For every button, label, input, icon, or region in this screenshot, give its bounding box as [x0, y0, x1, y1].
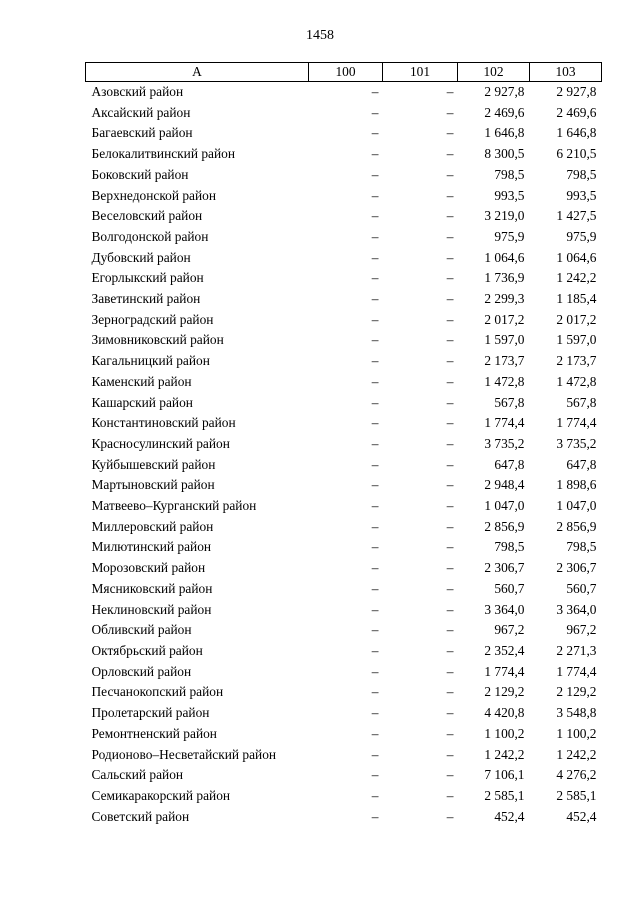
value-103-cell: 560,7	[566, 580, 597, 596]
value-100-cell: –	[371, 125, 379, 141]
table-row	[86, 351, 602, 372]
value-103-cell: 647,8	[566, 456, 597, 472]
value-101-cell: –	[446, 684, 454, 700]
table-row	[86, 765, 602, 786]
value-102-cell: 560,7	[494, 580, 525, 596]
table-row	[86, 289, 602, 310]
district-name-cell: Неклиновский район	[91, 601, 212, 617]
value-103-cell: 4 276,2	[556, 767, 597, 783]
table-row	[86, 558, 602, 579]
value-103-cell: 1 427,5	[556, 208, 597, 224]
value-103-cell: 2 306,7	[556, 560, 597, 576]
table-row	[86, 682, 602, 703]
value-101-cell: –	[446, 249, 454, 265]
value-102-cell: 1 597,0	[484, 332, 525, 348]
table-row	[86, 372, 602, 393]
table-row	[86, 807, 602, 828]
table-row	[86, 662, 602, 683]
value-102-cell: 2 306,7	[484, 560, 525, 576]
table-row	[86, 144, 602, 165]
district-name-cell: Заветинский район	[91, 291, 201, 307]
value-101-cell: –	[446, 166, 454, 182]
value-100-cell: –	[371, 291, 379, 307]
value-100-cell: –	[371, 146, 379, 162]
district-name-cell: Каменский район	[91, 373, 192, 389]
district-name-cell: Дубовский район	[91, 249, 191, 265]
value-102-cell: 1 646,8	[484, 125, 525, 141]
value-101-cell: –	[446, 104, 454, 120]
header-col-100: 100	[309, 63, 383, 82]
district-name-cell: Миллеровский район	[91, 518, 214, 534]
table-row	[86, 268, 602, 289]
value-102-cell: 3 735,2	[484, 435, 525, 451]
table-row	[86, 455, 602, 476]
value-101-cell: –	[446, 580, 454, 596]
value-101-cell: –	[446, 705, 454, 721]
value-101-cell: –	[446, 332, 454, 348]
value-102-cell: 993,5	[494, 187, 525, 203]
table-row	[86, 496, 602, 517]
district-name-cell: Азовский район	[91, 84, 184, 99]
page-number: 1458	[306, 28, 334, 43]
district-name-cell: Зимовниковский район	[91, 332, 224, 348]
value-100-cell: –	[371, 394, 379, 410]
value-103-cell: 975,9	[566, 228, 597, 244]
value-103-cell: 1 185,4	[556, 291, 597, 307]
value-103-cell: 1 646,8	[556, 125, 597, 141]
value-100-cell: –	[371, 249, 379, 265]
value-101-cell: –	[446, 560, 454, 576]
value-102-cell: 798,5	[494, 166, 525, 182]
value-101-cell: –	[446, 84, 454, 99]
value-103-cell: 1 472,8	[556, 373, 597, 389]
value-103-cell: 798,5	[566, 539, 597, 555]
value-100-cell: –	[371, 622, 379, 638]
district-name-cell: Константиновский район	[91, 415, 236, 431]
value-100-cell: –	[371, 663, 379, 679]
district-name-cell: Матвеево–Курганский район	[91, 498, 257, 514]
table-row	[86, 579, 602, 600]
value-101-cell: –	[446, 146, 454, 162]
table-row	[86, 393, 602, 414]
value-101-cell: –	[446, 477, 454, 493]
value-102-cell: 2 352,4	[484, 642, 525, 658]
value-103-cell: 993,5	[566, 187, 597, 203]
value-103-cell: 3 364,0	[556, 601, 597, 617]
table-row	[86, 745, 602, 766]
value-100-cell: –	[371, 311, 379, 327]
table-row	[86, 600, 602, 621]
value-101-cell: –	[446, 746, 454, 762]
table-row	[86, 413, 602, 434]
district-name-cell: Советский район	[91, 808, 190, 824]
district-name-cell: Мясниковский район	[91, 580, 213, 596]
value-100-cell: –	[371, 415, 379, 431]
table-row	[86, 123, 602, 144]
value-101-cell: –	[446, 311, 454, 327]
value-101-cell: –	[446, 435, 454, 451]
district-name-cell: Кашарский район	[91, 394, 193, 410]
value-100-cell: –	[371, 228, 379, 244]
value-100-cell: –	[371, 166, 379, 182]
value-103-cell: 1 774,4	[556, 663, 597, 679]
district-name-cell: Верхнедонской район	[91, 187, 217, 203]
value-102-cell: 1 774,4	[484, 415, 525, 431]
table-header	[86, 63, 602, 82]
value-103-cell: 2 469,6	[556, 104, 597, 120]
district-name-cell: Песчанокопский район	[91, 684, 224, 700]
district-name-cell: Куйбышевский район	[91, 456, 216, 472]
header-row	[86, 63, 602, 82]
value-100-cell: –	[371, 705, 379, 721]
value-101-cell: –	[446, 125, 454, 141]
value-102-cell: 1 774,4	[484, 663, 525, 679]
table-row	[86, 186, 602, 207]
value-100-cell: –	[371, 580, 379, 596]
value-100-cell: –	[371, 767, 379, 783]
table-row	[86, 310, 602, 331]
district-name-cell: Аксайский район	[91, 104, 191, 120]
value-102-cell: 2 856,9	[484, 518, 525, 534]
value-102-cell: 2 129,2	[484, 684, 525, 700]
value-102-cell: 2 927,8	[484, 84, 525, 99]
district-name-cell: Мартыновский район	[91, 477, 215, 493]
district-name-cell: Пролетарский район	[91, 705, 210, 721]
district-name-cell: Октябрьский район	[91, 642, 203, 658]
value-100-cell: –	[371, 208, 379, 224]
value-101-cell: –	[446, 601, 454, 617]
value-100-cell: –	[371, 601, 379, 617]
value-101-cell: –	[446, 787, 454, 803]
district-name-cell: Кагальницкий район	[91, 353, 210, 369]
table-row	[86, 475, 602, 496]
value-100-cell: –	[371, 270, 379, 286]
district-name-cell: Морозовский район	[91, 560, 206, 576]
value-102-cell: 2 017,2	[484, 311, 525, 327]
value-100-cell: –	[371, 456, 379, 472]
table-row	[86, 165, 602, 186]
district-name-cell: Красносулинский район	[91, 435, 230, 451]
value-102-cell: 798,5	[494, 539, 525, 555]
table-row	[86, 103, 602, 124]
value-103-cell: 567,8	[566, 394, 597, 410]
value-103-cell: 2 585,1	[556, 787, 597, 803]
table-row	[86, 206, 602, 227]
value-102-cell: 1 100,2	[484, 725, 525, 741]
value-103-cell: 1 100,2	[556, 725, 597, 741]
value-102-cell: 975,9	[494, 228, 525, 244]
value-103-cell: 3 548,8	[556, 705, 597, 721]
value-101-cell: –	[446, 270, 454, 286]
value-100-cell: –	[371, 498, 379, 514]
table-row	[86, 641, 602, 662]
value-103-cell: 1 242,2	[556, 270, 597, 286]
value-101-cell: –	[446, 808, 454, 824]
value-101-cell: –	[446, 498, 454, 514]
value-100-cell: –	[371, 539, 379, 555]
value-100-cell: –	[371, 477, 379, 493]
district-name-cell: Сальский район	[91, 767, 184, 783]
value-102-cell: 3 219,0	[484, 208, 525, 224]
value-100-cell: –	[371, 518, 379, 534]
value-103-cell: 2 017,2	[556, 311, 597, 327]
district-name-cell: Родионово–Несветайский район	[91, 746, 277, 762]
value-100-cell: –	[371, 104, 379, 120]
value-103-cell: 1 047,0	[556, 498, 597, 514]
value-101-cell: –	[446, 415, 454, 431]
value-103-cell: 1 064,6	[556, 249, 597, 265]
district-name-cell: Боковский район	[91, 166, 189, 182]
value-101-cell: –	[446, 663, 454, 679]
header-col-102: 102	[458, 63, 530, 82]
district-name-cell: Белокалитвинский район	[91, 146, 236, 162]
value-100-cell: –	[371, 187, 379, 203]
value-101-cell: –	[446, 539, 454, 555]
value-101-cell: –	[446, 394, 454, 410]
value-100-cell: –	[371, 642, 379, 658]
table-row	[86, 434, 602, 455]
value-103-cell: 1 242,2	[556, 746, 597, 762]
district-name-cell: Волгодонской район	[91, 228, 209, 244]
value-103-cell: 452,4	[566, 808, 597, 824]
value-101-cell: –	[446, 228, 454, 244]
table-row	[86, 786, 602, 807]
district-name-cell: Милютинский район	[91, 539, 212, 555]
district-name-cell: Обливский район	[91, 622, 192, 638]
value-103-cell: 1 597,0	[556, 332, 597, 348]
table-row	[86, 82, 602, 103]
table-row	[86, 537, 602, 558]
value-103-cell: 1 898,6	[556, 477, 597, 493]
value-103-cell: 2 271,3	[556, 642, 597, 658]
value-102-cell: 8 300,5	[484, 146, 525, 162]
header-col-a: А	[86, 63, 309, 82]
value-103-cell: 2 927,8	[556, 84, 597, 99]
value-103-cell: 2 129,2	[556, 684, 597, 700]
value-100-cell: –	[371, 725, 379, 741]
value-103-cell: 6 210,5	[556, 146, 597, 162]
value-101-cell: –	[446, 373, 454, 389]
value-100-cell: –	[371, 332, 379, 348]
value-100-cell: –	[371, 787, 379, 803]
value-101-cell: –	[446, 725, 454, 741]
value-102-cell: 452,4	[494, 808, 525, 824]
table-row	[86, 330, 602, 351]
value-101-cell: –	[446, 622, 454, 638]
value-103-cell: 798,5	[566, 166, 597, 182]
value-101-cell: –	[446, 642, 454, 658]
value-100-cell: –	[371, 746, 379, 762]
value-102-cell: 1 736,9	[484, 270, 525, 286]
value-101-cell: –	[446, 456, 454, 472]
district-name-cell: Ремонтненский район	[91, 725, 217, 741]
district-name-cell: Веселовский район	[91, 208, 203, 224]
value-102-cell: 1 242,2	[484, 746, 525, 762]
header-col-101: 101	[383, 63, 458, 82]
value-100-cell: –	[371, 808, 379, 824]
table-row	[86, 517, 602, 538]
table-row	[86, 248, 602, 269]
value-102-cell: 2 948,4	[484, 477, 525, 493]
value-102-cell: 2 585,1	[484, 787, 525, 803]
value-101-cell: –	[446, 353, 454, 369]
value-103-cell: 967,2	[566, 622, 597, 638]
value-102-cell: 647,8	[494, 456, 525, 472]
district-name-cell: Егорлыкский район	[91, 270, 204, 286]
value-102-cell: 1 047,0	[484, 498, 525, 514]
value-103-cell: 2 856,9	[556, 518, 597, 534]
header-col-103: 103	[530, 63, 602, 82]
value-102-cell: 4 420,8	[484, 705, 525, 721]
value-101-cell: –	[446, 767, 454, 783]
value-102-cell: 967,2	[494, 622, 525, 638]
value-102-cell: 2 299,3	[484, 291, 525, 307]
value-103-cell: 3 735,2	[556, 435, 597, 451]
table-row	[86, 620, 602, 641]
district-name-cell: Зерноградский район	[91, 311, 214, 327]
value-100-cell: –	[371, 435, 379, 451]
table-row	[86, 724, 602, 745]
district-name-cell: Багаевский район	[91, 125, 193, 141]
value-100-cell: –	[371, 684, 379, 700]
value-102-cell: 1 472,8	[484, 373, 525, 389]
value-103-cell: 2 173,7	[556, 353, 597, 369]
table-row	[86, 703, 602, 724]
value-103-cell: 1 774,4	[556, 415, 597, 431]
value-102-cell: 2 469,6	[484, 104, 525, 120]
table-row	[86, 227, 602, 248]
value-101-cell: –	[446, 518, 454, 534]
value-102-cell: 7 106,1	[484, 767, 525, 783]
value-100-cell: –	[371, 373, 379, 389]
district-name-cell: Орловский район	[91, 663, 192, 679]
value-101-cell: –	[446, 208, 454, 224]
value-102-cell: 1 064,6	[484, 249, 525, 265]
value-101-cell: –	[446, 291, 454, 307]
data-table	[85, 62, 602, 827]
value-101-cell: –	[446, 187, 454, 203]
district-name-cell: Семикаракорский район	[91, 787, 231, 803]
table-body	[86, 82, 602, 828]
value-102-cell: 567,8	[494, 394, 525, 410]
value-100-cell: –	[371, 353, 379, 369]
value-102-cell: 2 173,7	[484, 353, 525, 369]
value-100-cell: –	[371, 560, 379, 576]
value-100-cell: –	[371, 84, 379, 99]
value-102-cell: 3 364,0	[484, 601, 525, 617]
